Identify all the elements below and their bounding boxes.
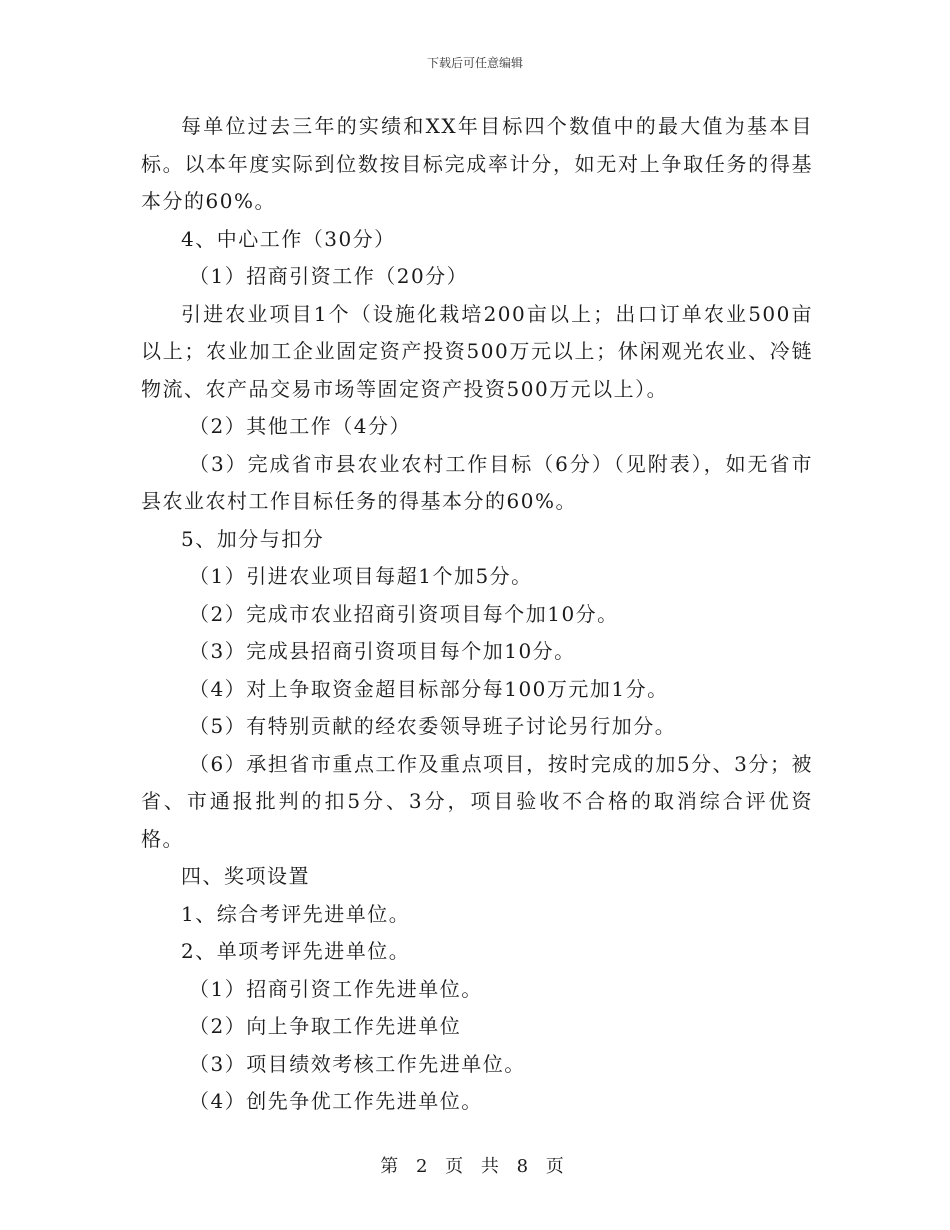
item-other-work: （2）其他工作（4分） xyxy=(189,414,411,438)
item-bonus-4: （4）对上争取资金超目标部分每100万元加1分。 xyxy=(189,676,669,701)
award-item-4: （4）创先争优工作先进单位。 xyxy=(189,1089,483,1113)
item-bonus-2: （2）完成市农业招商引资项目每个加10分。 xyxy=(189,601,619,626)
paragraph-basic-target: 每单位过去三年的实绩和XX年目标四个数值中的最大值为基本目标。以本年度实际到位数按目标完成率计分，如无对上争取任务的得基本分的60%。 xyxy=(141,114,813,213)
item-agri-targets: （3）完成省市县农业农村工作目标（6分）（见附表），如无省市县农业农村工作目标任务的得基本分的60%。 xyxy=(141,451,813,513)
award-item-3: （3）项目绩效考核工作先进单位。 xyxy=(189,1051,526,1076)
section-heading-central-work: 4、中心工作（30分） xyxy=(181,226,396,251)
page-header: 下载后可任意编辑 xyxy=(426,56,523,70)
item-bonus-3: （3）完成县招商引资项目每个加10分。 xyxy=(189,639,576,663)
section-heading-bonus-deduction: 5、加分与扣分 xyxy=(181,526,325,551)
page-number-footer: 第 2 页 共 8 页 xyxy=(380,1156,570,1177)
award-single-item: 2、单项考评先进单位。 xyxy=(181,939,411,963)
item-bonus-6: （6）承担省市重点工作及重点项目，按时完成的加5分、3分；被省、市通报批判的扣5分、3分，项目验收不合格的取消综合评优资格。 xyxy=(141,751,813,851)
section-heading-awards: 四、奖项设置 xyxy=(181,864,310,888)
award-item-2: （2）向上争取工作先进单位 xyxy=(189,1014,462,1038)
item-bonus-5: （5）有特别贡献的经农委领导班子讨论另行加分。 xyxy=(189,714,677,738)
award-comprehensive: 1、综合考评先进单位。 xyxy=(181,901,411,926)
item-bonus-1: （1）引进农业项目每超1个加5分。 xyxy=(189,564,533,588)
award-item-1: （1）招商引资工作先进单位。 xyxy=(189,976,483,1001)
paragraph-project-requirement: 引进农业项目1个（设施化栽培200亩以上；出口订单农业500亩以上；农业加工企业固定资产投资500万元以上；休闲观光农业、冷链物流、农产品交易市场等固定资产投资500万元以上）。 xyxy=(141,301,813,401)
document-body xyxy=(141,108,813,1121)
item-investment-work: （1）招商引资工作（20分） xyxy=(189,264,469,288)
